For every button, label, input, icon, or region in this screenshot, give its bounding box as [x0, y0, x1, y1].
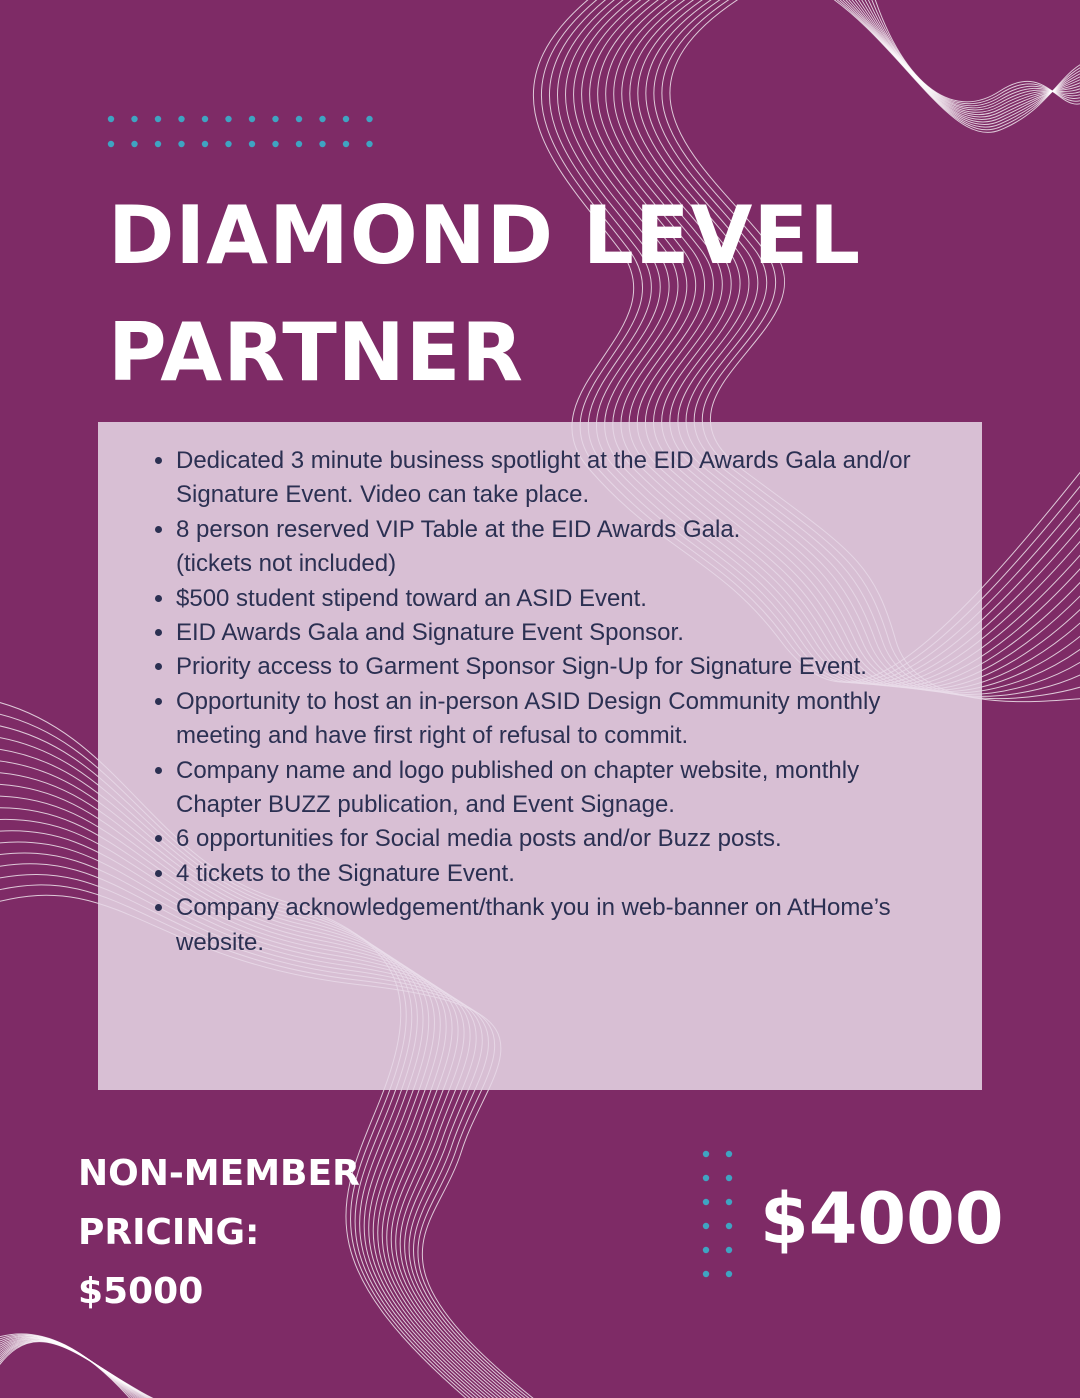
dot	[272, 141, 278, 147]
wave-line	[0, 1342, 179, 1398]
benefit-text-line: website.	[176, 928, 265, 956]
benefit-text-line: • Company acknowledgement/thank you in web-banner on AtHome’s	[176, 894, 891, 922]
dot	[703, 1271, 709, 1277]
dot	[225, 141, 231, 147]
dot	[249, 141, 255, 147]
wave-line	[0, 1341, 173, 1398]
dot	[225, 116, 231, 122]
member-price: $4000	[760, 1178, 1004, 1260]
benefit-text-line: Signature Event. Video can take place.	[176, 481, 590, 509]
title-line-1: DIAMOND LEVEL	[108, 189, 862, 282]
benefit-text-line: • 8 person reserved VIP Table at the EID Awards Gala.	[176, 515, 741, 543]
dot	[155, 141, 161, 147]
benefit-item	[176, 891, 976, 960]
benefit-item	[176, 754, 976, 823]
dot	[366, 116, 372, 122]
wave-line	[0, 1340, 167, 1398]
dot	[726, 1247, 732, 1253]
benefit-item	[176, 444, 976, 513]
dot	[249, 116, 255, 122]
benefit-text-line: • 4 tickets to the Signature Event.	[176, 859, 515, 887]
dot	[178, 141, 184, 147]
benefit-text-line: • Dedicated 3 minute business spotlight at the EID Awards Gala and/or	[176, 447, 911, 474]
non-member-label-line-1: NON-MEMBER	[78, 1153, 360, 1194]
benefit-item	[176, 582, 976, 616]
benefit-text-line: (tickets not included)	[176, 550, 397, 578]
benefit-text-line: Chapter BUZZ publication, and Event Signage.	[176, 791, 675, 819]
non-member-price: $5000	[78, 1271, 204, 1312]
benefit-item	[176, 857, 976, 891]
dot	[319, 116, 325, 122]
dot	[726, 1151, 732, 1157]
benefit-text-line: • Company name and logo published on chapter website, monthly	[176, 756, 860, 784]
dot	[272, 116, 278, 122]
dot	[108, 141, 114, 147]
dot	[726, 1175, 732, 1181]
dot	[703, 1223, 709, 1229]
wave-line	[0, 1339, 164, 1398]
benefit-item	[176, 650, 976, 684]
dot	[319, 141, 325, 147]
dot-grid-top-decoration	[100, 108, 390, 158]
dot	[155, 116, 161, 122]
non-member-label-line-2: PRICING:	[78, 1212, 260, 1253]
dot	[108, 116, 114, 122]
dot	[131, 141, 137, 147]
dot	[726, 1199, 732, 1205]
dot	[131, 116, 137, 122]
dot	[703, 1175, 709, 1181]
dot	[178, 116, 184, 122]
wave-line	[872, 0, 1080, 104]
benefit-text-line: • Opportunity to host an in-person ASID Design Community monthly	[176, 687, 881, 715]
dot	[366, 141, 372, 147]
benefit-text-line: • Priority access to Garment Sponsor Sign-Up for Signature Event.	[176, 653, 867, 681]
benefit-text-line: • 6 opportunities for Social media posts and/or Buzz posts.	[176, 825, 782, 853]
benefit-text-line: meeting and have first right of refusal to commit.	[176, 722, 689, 750]
benefit-text-line: • EID Awards Gala and Signature Event Sponsor.	[176, 619, 684, 647]
dot	[343, 116, 349, 122]
dot	[703, 1247, 709, 1253]
title-line-2: PARTNER	[108, 306, 524, 399]
benefits-list	[142, 444, 976, 960]
dot	[726, 1223, 732, 1229]
dot-grid-price-decoration	[696, 1144, 744, 1284]
benefit-item	[176, 616, 976, 650]
dot	[296, 141, 302, 147]
dot	[343, 141, 349, 147]
benefit-item	[176, 822, 976, 856]
benefit-text-line: • $500 student stipend toward an ASID Event.	[176, 584, 647, 612]
dot	[202, 116, 208, 122]
dot	[202, 141, 208, 147]
dot	[296, 116, 302, 122]
benefits-panel	[98, 422, 982, 1090]
wave-line	[0, 1341, 176, 1398]
dot	[703, 1199, 709, 1205]
benefit-item	[176, 685, 976, 754]
wave-line	[0, 1340, 170, 1398]
benefit-item	[176, 513, 976, 582]
dot	[726, 1271, 732, 1277]
dot	[703, 1151, 709, 1157]
